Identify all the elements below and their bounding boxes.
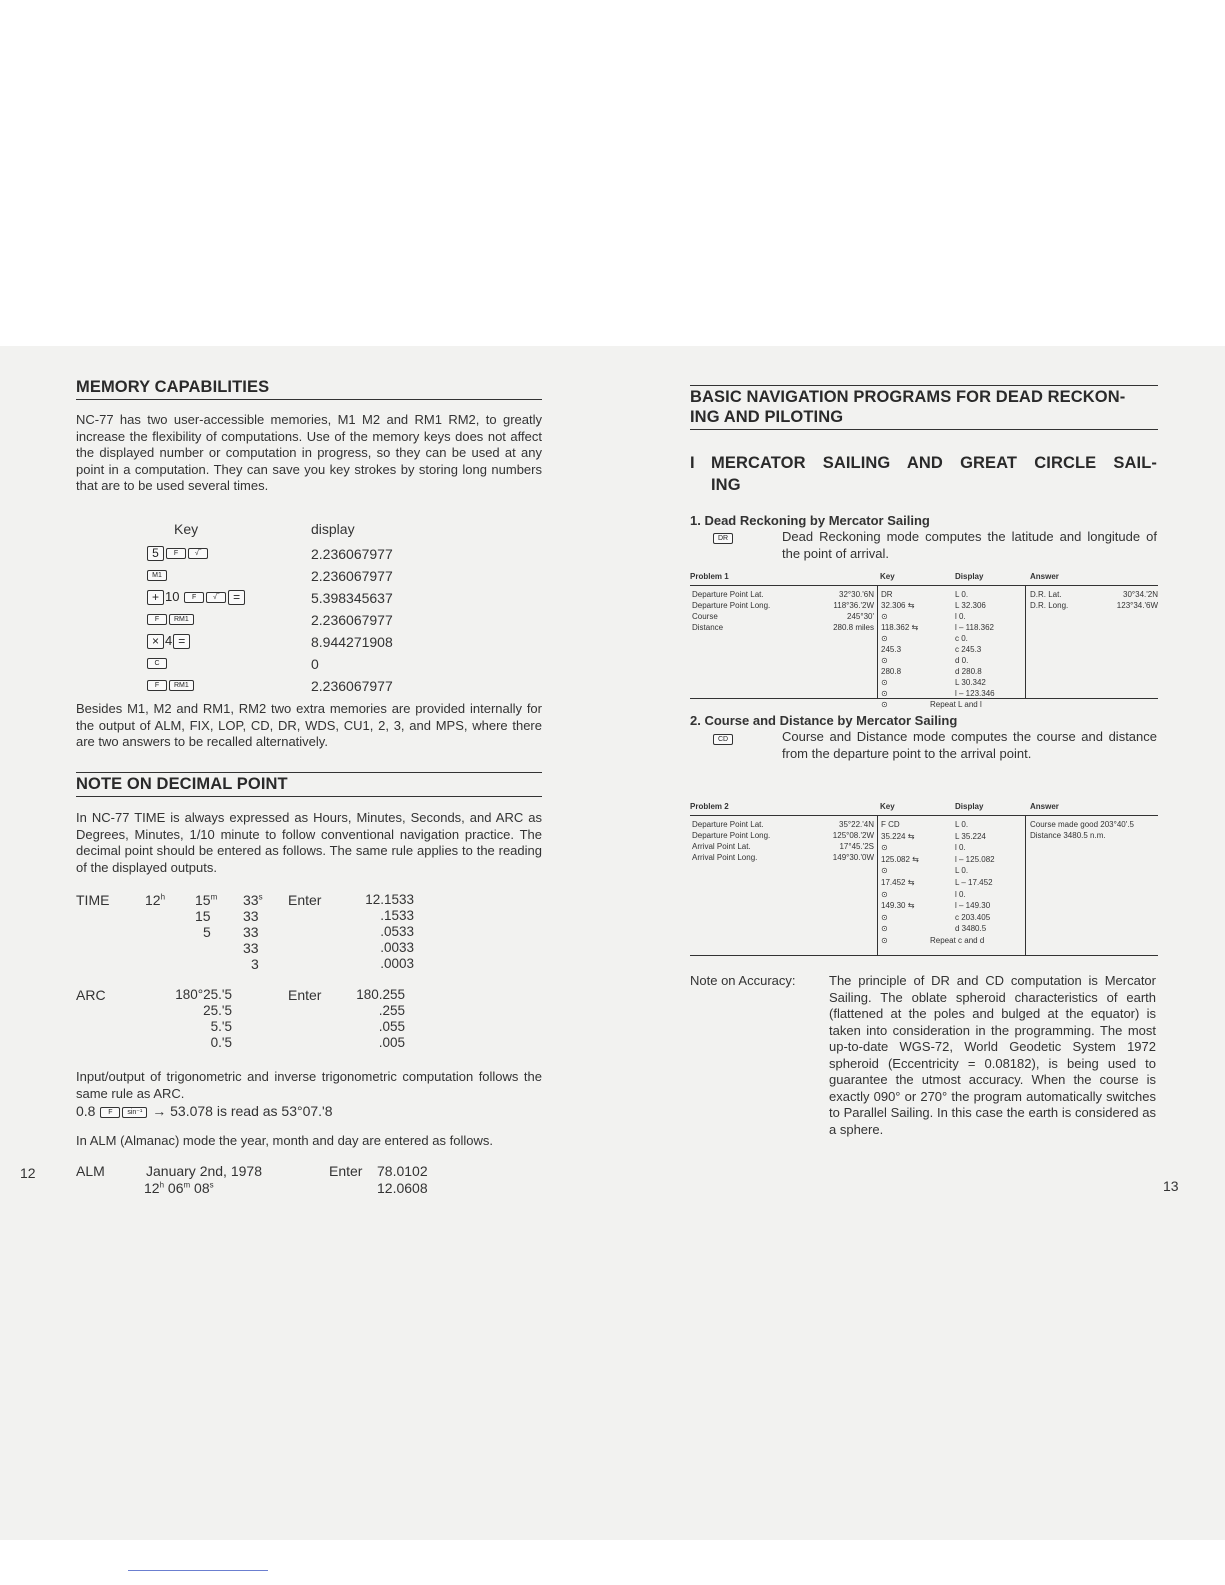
- cd-key: CD: [712, 731, 734, 749]
- right-title-line-1: BASIC NAVIGATION PROGRAMS FOR DEAD RECKON-: [690, 388, 1126, 406]
- arc-row-2-angle: 25.'5: [203, 1003, 232, 1018]
- key-equals: =: [228, 590, 245, 605]
- memory-paragraph: NC-77 has two user-accessible memories, M1 M2 and RM1 RM2, to greatly increase the flexibility of computations. Use of the memory keys does not affect the displayed number or computation in progress, so they can be used at any point in a computation. They can save you key strokes by storing long numbers that are to be used several times.: [76, 412, 542, 493]
- memory-row-6-keys: [146, 655, 168, 671]
- time-row-4-seconds: 33: [243, 940, 259, 956]
- key-5: 5: [147, 546, 164, 561]
- memory-row-7-keys: [146, 677, 195, 693]
- p2-key-header: Key: [880, 802, 895, 811]
- key-rm1: RM1: [169, 680, 194, 691]
- memory-heading-rule: [76, 399, 542, 400]
- arc-row-1-value: 180.255: [356, 987, 405, 1002]
- bottom-link-line: [128, 1570, 268, 1572]
- p1-top-rule: [690, 585, 1158, 586]
- time-row-5-value: .0003: [380, 956, 414, 971]
- memory-row-2-keys: [146, 567, 168, 583]
- time-row-3-value: .0533: [380, 924, 414, 939]
- alm-enter: Enter: [329, 1163, 363, 1179]
- time-row-2-minutes: 15: [195, 908, 211, 924]
- p2-display-header: Display: [955, 802, 984, 811]
- arc-enter: Enter: [288, 987, 322, 1003]
- memory-row-1-display: 2.236067977: [311, 546, 393, 562]
- p1-display: L 0. L 32.306 l 0. l – 118.362 c 0. c 245.3 d 0. d 280.8 L 30.342 l – 123.346 Repeat L and l: [930, 590, 995, 709]
- memory-row-3-display: 5.398345637: [311, 590, 393, 606]
- key-sqrt: √‾: [188, 548, 208, 559]
- time-row-2-value: .1533: [380, 908, 414, 923]
- p2-keys: F CD 35.224 ⇆ ⊙ 125.082 ⇆ ⊙ 17.452 ⇆ ⊙ 149.30 ⇆ ⊙ ⊙ ⊙: [881, 820, 919, 945]
- p1-keys: DR 32.306 ⇆ ⊙ 118.362 ⇆ ⊙ 245.3 ⊙ 280.8 ⊙ ⊙ ⊙: [881, 590, 919, 709]
- arc-row-3-angle: 5.'5: [210, 1019, 232, 1034]
- key-plus: +: [147, 590, 164, 605]
- time-row-1-minutes: 15$^m$: [195, 892, 218, 908]
- time-label: TIME: [76, 892, 110, 908]
- p2-answers: Course made good 203°40'.5 Distance 3480.5 n.m.: [1030, 820, 1134, 840]
- memory-row-2-display: 2.236067977: [311, 568, 393, 584]
- p1-answer-header: Answer: [1030, 572, 1059, 581]
- key-sqrt: √‾: [206, 592, 226, 603]
- right-title-line-2: ING AND PILOTING: [690, 408, 844, 426]
- key-f: F: [166, 548, 186, 559]
- sub1-title: 1. Dead Reckoning by Mercator Sailing: [690, 513, 930, 528]
- display-column-header: display: [311, 521, 355, 537]
- time-row-3-minutes: 5: [203, 924, 211, 940]
- sub2-description: Course and Distance mode computes the course and distance from the departure point to the arrival point.: [782, 729, 1157, 761]
- sub2-title: 2. Course and Distance by Mercator Sailing: [690, 713, 958, 728]
- memory-row-5-display: 8.944271908: [311, 634, 393, 650]
- time-row-1-seconds: 33$^s$: [243, 892, 263, 908]
- page-number-left: 12: [20, 1165, 36, 1181]
- memory-capabilities-heading: MEMORY CAPABILITIES: [76, 378, 270, 396]
- key-column-header: Key: [174, 521, 199, 537]
- p1-inputs: Departure Point Lat. 32°30.'6N Departure Point Long. 118°36.'2W Course 245°30' Distance 280.8 miles: [692, 590, 874, 632]
- memory-row-5-keys: × 4 =: [146, 633, 191, 649]
- key-f: F: [147, 614, 167, 625]
- memory-row-1-keys: [146, 545, 209, 561]
- p1-label: Problem 1: [690, 572, 729, 581]
- decimal-heading-rule: [76, 796, 542, 797]
- p2-divider-2: [1025, 815, 1026, 955]
- memory-row-3-keys: + 10 F √‾ =: [146, 589, 246, 605]
- alm-value-2: 12.0608: [377, 1180, 428, 1196]
- time-enter: Enter: [288, 892, 322, 908]
- key-rm1: RM1: [169, 614, 194, 625]
- time-row-2-seconds: 33: [243, 908, 259, 924]
- key-equals: =: [173, 634, 190, 649]
- p2-display: L 0. L 35.224 l 0. l – 125.082 L 0. L – 17.452 l 0. l – 149.30 c 203.405 d 3480.5 Repeat c and d: [930, 820, 995, 945]
- memory-row-6-display: 0: [311, 656, 319, 672]
- alm-label: ALM: [76, 1163, 105, 1179]
- p1-answers: D.R. Lat. 30°34.'2N D.R. Long. 123°34.'6W: [1030, 590, 1158, 610]
- key-c: C: [147, 658, 167, 669]
- key-multiply: ×: [147, 634, 164, 649]
- accuracy-label: Note on Accuracy:: [690, 973, 796, 988]
- arc-row-3-value: .055: [378, 1019, 405, 1034]
- alm-value-1: 78.0102: [377, 1163, 428, 1179]
- key-f: F: [184, 592, 204, 603]
- p1-divider-2: [1025, 585, 1026, 698]
- time-row-1-value: 12.1533: [365, 892, 414, 907]
- key-m1: M1: [147, 570, 167, 581]
- arc-row-4-value: .005: [378, 1035, 405, 1050]
- trig-example: 0.8 F sin⁻¹ → 53.078 is read as 53°07.'8: [76, 1103, 333, 1119]
- page-number-right: 13: [1163, 1178, 1179, 1194]
- arc-label: ARC: [76, 987, 106, 1003]
- p1-display-header: Display: [955, 572, 984, 581]
- memory-row-4-display: 2.236067977: [311, 612, 393, 628]
- alm-date: January 2nd, 1978: [146, 1163, 262, 1179]
- memory-row-4-keys: [146, 611, 195, 627]
- arc-row-4-angle: 0.'5: [210, 1035, 232, 1050]
- alm-paragraph: In ALM (Almanac) mode the year, month and day are entered as follows.: [76, 1133, 493, 1148]
- key-arcsin: sin⁻¹: [122, 1107, 147, 1118]
- arc-row-2-value: .255: [378, 1003, 405, 1018]
- p2-inputs: Departure Point Lat. 35°22.'4N Departure Point Long. 125°08.'2W Arrival Point Lat. 17°45.'2S Arrival Point Long. 149°30.'0W: [692, 820, 874, 862]
- trig-paragraph: Input/output of trigonometric and inverse trigonometric computation follows the same rule as ARC.: [76, 1069, 542, 1101]
- p2-bottom-rule: [690, 955, 1158, 956]
- right-title-top-rule: [690, 385, 1158, 386]
- arc-row-1-angle: 180°25.'5: [175, 987, 232, 1002]
- time-row-3-seconds: 33: [243, 924, 259, 940]
- time-row-5-seconds: 3: [251, 956, 259, 972]
- decimal-point-heading: NOTE ON DECIMAL POINT: [76, 775, 288, 793]
- time-row-4-value: .0033: [380, 940, 414, 955]
- decimal-heading-top-rule: [76, 772, 542, 773]
- key-f: F: [100, 1107, 120, 1118]
- decimal-paragraph: In NC-77 TIME is always expressed as Hours, Minutes, Seconds, and ARC as Degrees, Minutes, 1/10 minute to follow conventional navigation practice. The decimal point should be entered as follows. The same rule applies to the reading of the displayed outputs.: [76, 810, 542, 875]
- memory-row-7-display: 2.236067977: [311, 678, 393, 694]
- besides-paragraph: Besides M1, M2 and RM1, RM2 two extra memories are provided internally for the output of ALM, FIX, LOP, CD, DR, WDS, CU1, 2, 3, and MPS, where there are two answers to be recalled alternatively.: [76, 701, 542, 749]
- p2-answer-header: Answer: [1030, 802, 1059, 811]
- alm-time: 12$^h$ 06$^m$ 08$^s$: [144, 1180, 214, 1196]
- time-hours: 12$^h$: [145, 892, 166, 908]
- section-title-line-2: ING: [711, 476, 741, 494]
- key-f: F: [147, 680, 167, 691]
- p2-label: Problem 2: [690, 802, 729, 811]
- section-title-line-1: MERCATOR SAILING AND GREAT CIRCLE SAIL-: [711, 454, 1157, 472]
- sub1-description: Dead Reckoning mode computes the latitude and longitude of the point of arrival.: [782, 529, 1157, 561]
- p2-top-rule: [690, 815, 1158, 816]
- p1-key-header: Key: [880, 572, 895, 581]
- accuracy-text: The principle of DR and CD computation is Mercator Sailing. The oblate spheroid characteristics of earth (flattened at the poles and bulged at the equator) is taken into consideration in the programming. The most up-to-date WGS-72, World Geodetic System 1972 spheroid (Eccentricity = 0.08182), is being used to guarantee the utmost accuracy. When the course is exactly 090° or 270° the program automatically switches to Parallel Sailing. In this case the earth is considered as a sphere.: [829, 973, 1156, 1137]
- section-number: I: [690, 454, 695, 472]
- dr-key: DR: [712, 530, 734, 548]
- right-title-rule: [690, 429, 1158, 430]
